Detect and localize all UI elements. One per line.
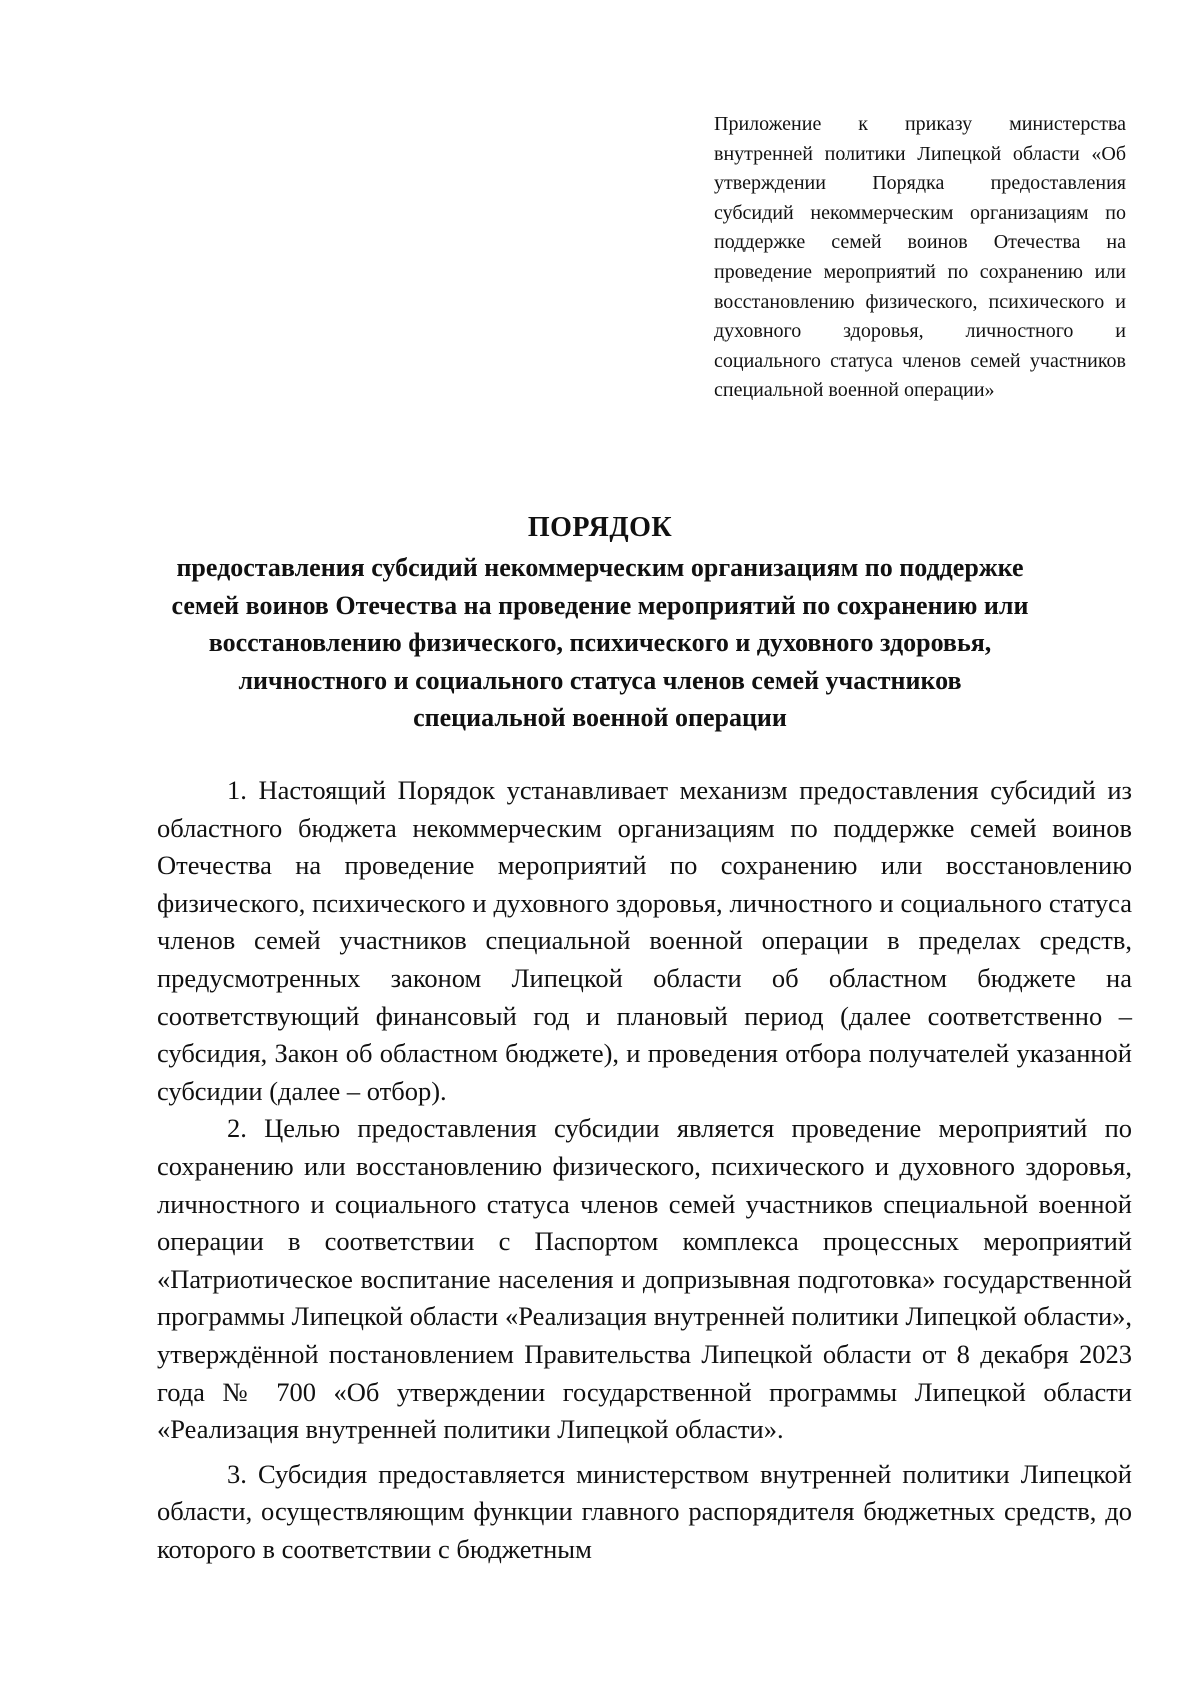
document-title-block xyxy=(150,511,1050,737)
document-title: ПОРЯДОК xyxy=(527,512,673,543)
paragraph-3: 3. Субсидия предоставляется министерством внутренней политики Липецкой области, осуществляющим функции главного распорядителя бюджетных средств, до которого в соответствии с бюджетным xyxy=(157,1458,1132,1564)
paragraph-1: 1. Настоящий Порядок устанавливает механизм предоставления субсидий из областного бюджета некоммерческим организациям по поддержке семей воинов Отечества на проведение мероприятий по сохранению или восстановлению физического, психического и духовного здоровья, личностного и социального статуса членов семей участников специальной военной операции в пределах средств, предусмотренных законом Липецкой области об областном бюджете на соответствующий финансовый год и плановый период (далее соответственно – субсидия, Закон об областном бюджете), и проведения отбора получателей указанной субсидии (далее – отбор). xyxy=(157,775,1132,1106)
paragraph-2: 2. Целью предоставления субсидии является проведение мероприятий по сохранению или восстановлению физического, психического и духовного здоровья, личностного и социального статуса членов семей участников специальной военной операции в соответствии с Паспортом комплекса процессных мероприятий «Патриотическое воспитание населения и допризывная подготовка» государственной программы Липецкой области «Реализация внутренней политики Липецкой области», утверждённой постановлением Правительства Липецкой области от 8 декабря 2023 года № 700 «Об утверждении государственной программы Липецкой области «Реализация внутренней политики Липецкой области». xyxy=(157,1113,1132,1445)
document-subtitle: предоставления субсидий некоммерческим организациям по поддержке семей воинов Отечества на проведение мероприятий по сохранению или восстановлению физического, психического и духовного здоровья, личностного и социального статуса членов семей участников специальной военной операции xyxy=(171,553,1029,732)
document-body xyxy=(157,772,1132,1568)
appendix-note: Приложение к приказу министерства внутренней политики Липецкой области «Об утверждении Порядка предоставления субсидий некоммерческим организациям по поддержке семей воинов Отечества на проведение мероприятий по сохранению или восстановлению физического, психического и духовного здоровья, личностного и социального статуса членов семей участников специальной военной операции» xyxy=(714,113,1126,402)
